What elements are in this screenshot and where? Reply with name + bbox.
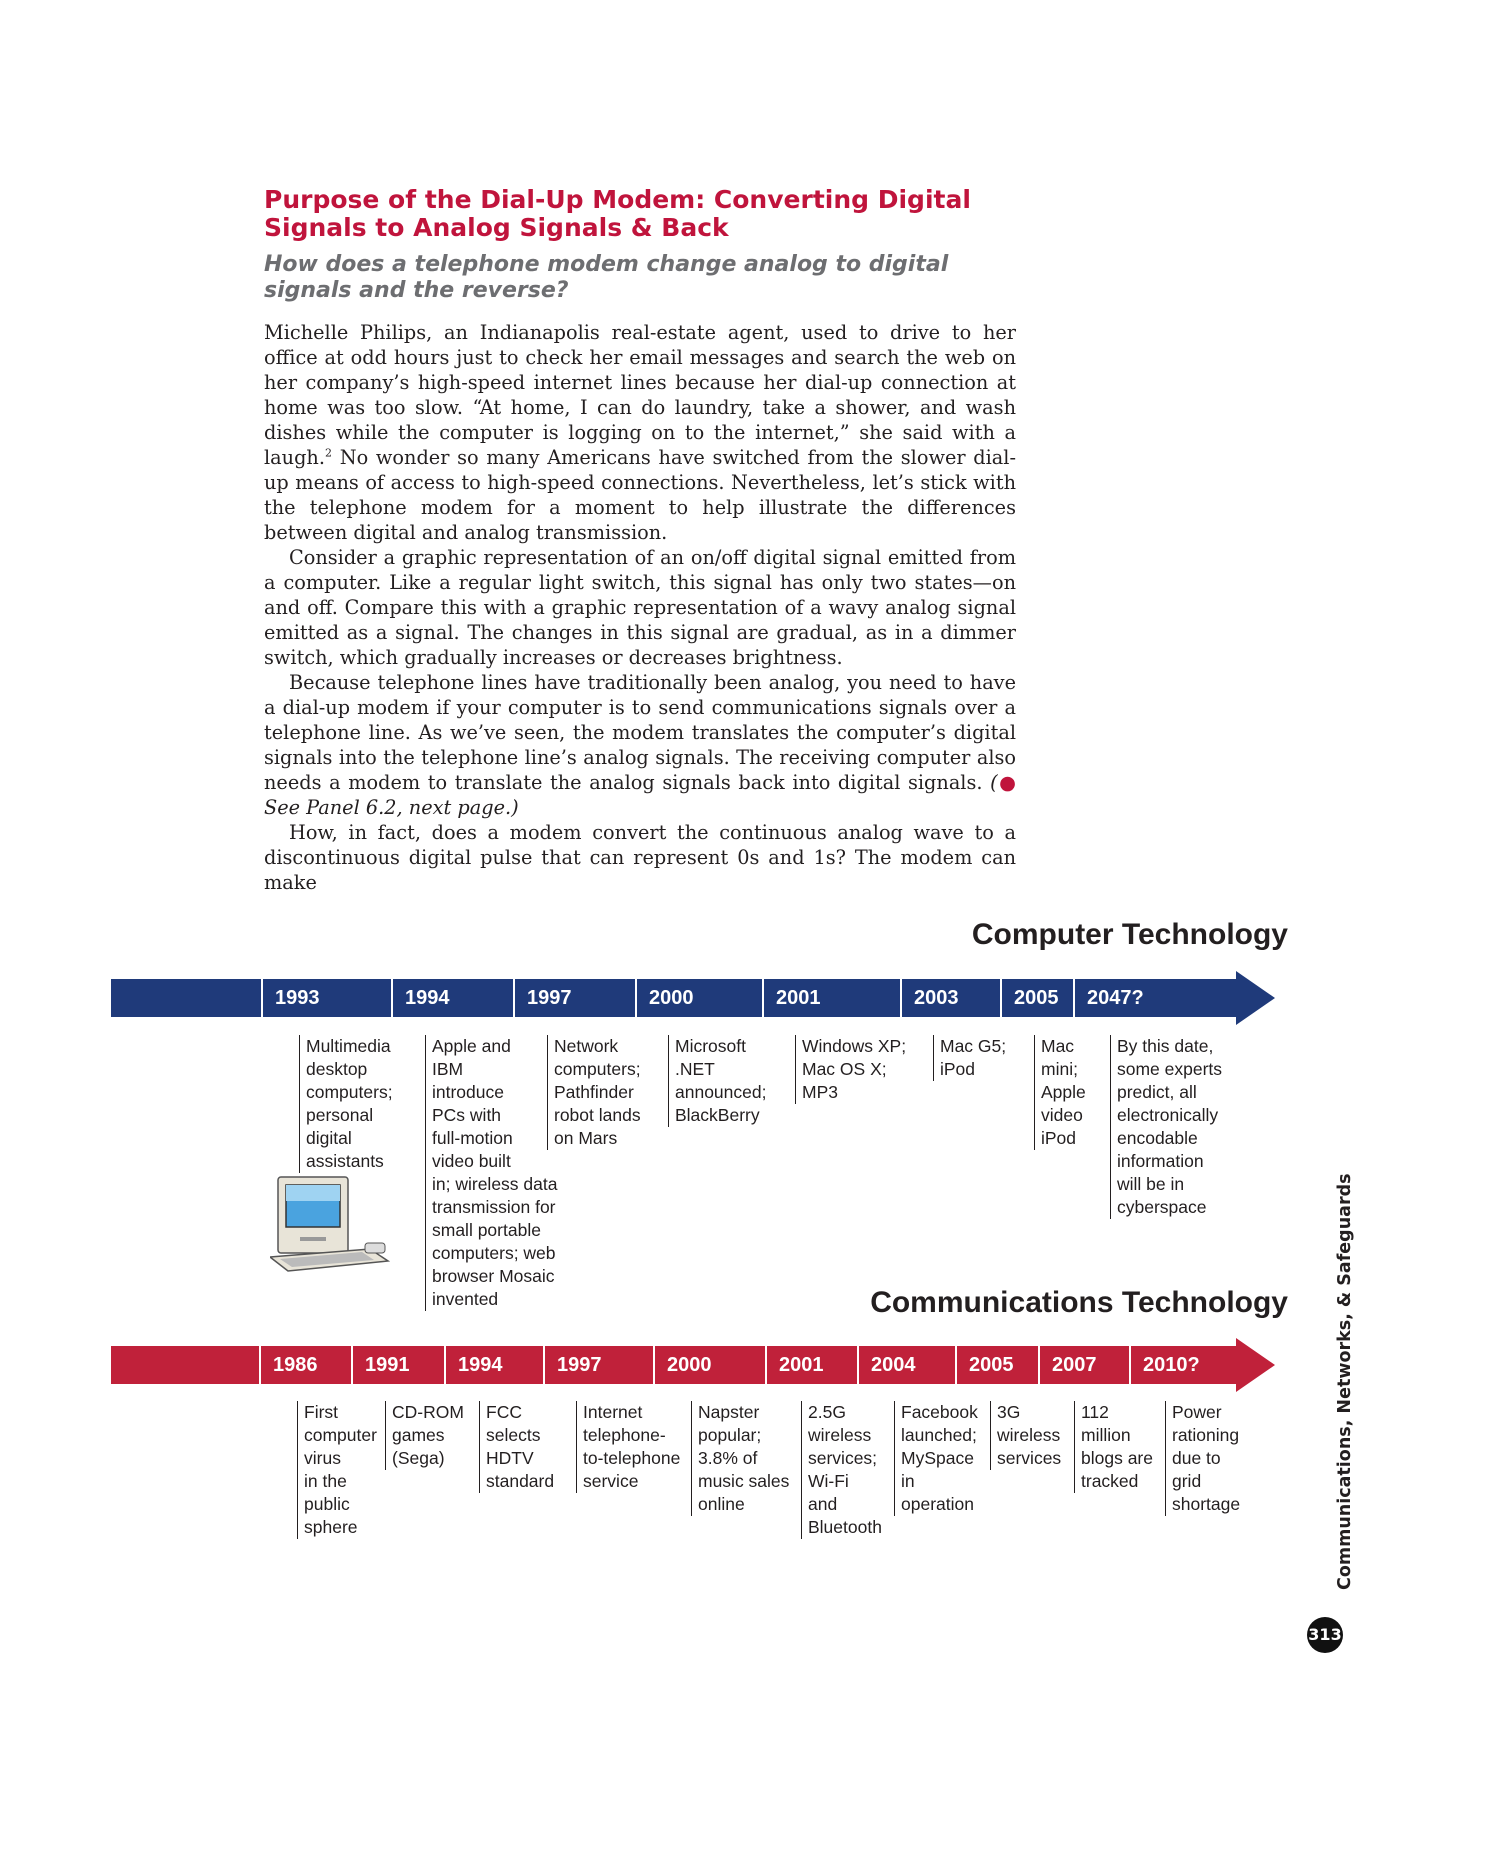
- section-heading: Purpose of the Dial-Up Modem: Converting Digital Signals to Analog Signals & Back: [264, 185, 971, 242]
- panel-reference[interactable]: (● See Panel 6.2, next page.): [264, 771, 1017, 819]
- timeline-event-note: Apple and IBM introduce PCs with full-motion video built in; wireless data transmission for small portable computers; web browser Mosaic invented: [425, 1035, 557, 1311]
- timeline-year: 1993: [261, 979, 391, 1017]
- timeline-year: 2001: [765, 1346, 857, 1384]
- timeline-year: 1997: [513, 979, 635, 1017]
- timeline-event-note: 112 million blogs are tracked: [1074, 1401, 1153, 1493]
- timeline-event-note: Power rationing due to grid shortage: [1165, 1401, 1240, 1516]
- paragraph-4: How, in fact, does a modem convert the continuous analog wave to a discontinuous digital pulse that can represent 0s and 1s? The modem can make: [264, 821, 1016, 894]
- section-subheading: How does a telephone modem change analog to digital signals and the reverse?: [264, 252, 949, 303]
- desktop-computer-icon: [270, 1175, 390, 1275]
- timeline-event-note: FCC selects HDTV standard: [479, 1401, 554, 1493]
- timeline-year: 1994: [391, 979, 513, 1017]
- timeline-event-note: 2.5G wireless services; Wi-Fi and Bluetooth: [801, 1401, 882, 1539]
- computer-timeline-title: Computer Technology: [971, 918, 1288, 951]
- timeline-year: 2010?: [1129, 1346, 1239, 1384]
- timeline-event-note: Multimedia desktop computers; personal digital assistants: [299, 1035, 393, 1173]
- timeline-year: 2004: [857, 1346, 955, 1384]
- paragraph-2: Consider a graphic representation of an on/off digital signal emitted from a computer. Like a regular light switch, this signal has only two states—on and off. Compare this with a graphic representation of a wavy analog signal emitted as a signal. The changes in this signal are gradual, as in a dimmer switch, which gradually increases or decreases brightness.: [264, 546, 1016, 669]
- timeline-year: 2005: [1000, 979, 1073, 1017]
- timeline-year: 2000: [635, 979, 762, 1017]
- footnote-marker[interactable]: 2: [324, 446, 332, 460]
- timeline-year: 1997: [543, 1346, 653, 1384]
- timeline-year: 1991: [351, 1346, 444, 1384]
- timeline-year: 2007: [1038, 1346, 1129, 1384]
- timeline-year: 1994: [444, 1346, 543, 1384]
- timeline-event-note: 3G wireless services: [990, 1401, 1061, 1470]
- timeline-event-note: Facebook launched; MySpace in operation: [894, 1401, 978, 1516]
- page-number: 313: [1307, 1617, 1343, 1653]
- timeline-year: 1986: [259, 1346, 351, 1384]
- timeline-year: 2000: [653, 1346, 765, 1384]
- timeline-event-note: Network computers; Pathfinder robot lands on Mars: [547, 1035, 641, 1150]
- timeline-event-note: Mac mini; Apple video iPod: [1034, 1035, 1086, 1150]
- timeline-event-note: Napster popular; 3.8% of music sales online: [691, 1401, 789, 1516]
- communications-timeline-bar: [111, 1346, 1281, 1384]
- chapter-side-tab: Communications, Networks, & Safeguards: [1335, 1173, 1355, 1590]
- communications-timeline-title: Communications Technology: [870, 1286, 1288, 1319]
- timeline-event-note: By this date, some experts predict, all electronically encodable information will be in cyberspace: [1110, 1035, 1222, 1219]
- paragraph-3: Because telephone lines have traditionally been analog, you need to have a dial-up modem if your computer is to send communications signals over a telephone line. As we’ve seen, the modem translates the computer’s digital signals into the telephone line’s analog signals. The receiving computer also needs a modem to translate the analog signals back into digital signals. (● See Panel 6.2, next page.): [264, 671, 1017, 819]
- timeline-event-note: Mac G5; iPod: [933, 1035, 1006, 1081]
- timeline-event-note: Internet telephone- to-telephone service: [576, 1401, 680, 1493]
- timeline-event-note: First computer virus in the public sphere: [297, 1401, 377, 1539]
- timeline-event-note: CD-ROM games (Sega): [385, 1401, 464, 1470]
- timeline-event-note: Windows XP; Mac OS X; MP3: [795, 1035, 906, 1104]
- computer-timeline-bar: [111, 979, 1281, 1017]
- body-text: [264, 320, 1016, 895]
- bullet-dot-icon: ●: [997, 771, 1017, 794]
- timeline-year: 2005: [955, 1346, 1038, 1384]
- timeline-year: 2003: [900, 979, 1000, 1017]
- timeline-event-note: Microsoft .NET announced; BlackBerry: [668, 1035, 766, 1127]
- timeline-year: 2047?: [1073, 979, 1193, 1017]
- timeline-year: 2001: [762, 979, 900, 1017]
- paragraph-1: Michelle Philips, an Indianapolis real-estate agent, used to drive to her office at odd hours just to check her email messages and search the web on her company’s high-speed internet lines because her dial-up connection at home was too slow. “At home, I can do laundry, take a shower, and wash dishes while the computer is logging on to the internet,” she said with a laugh.$^2$ No wonder so many Americans have switched from the slower dial-up means of access to high-speed connections. Nevertheless, let’s stick with the telephone modem for a moment to help illustrate the differences between digital and analog transmission.: [264, 321, 1016, 544]
